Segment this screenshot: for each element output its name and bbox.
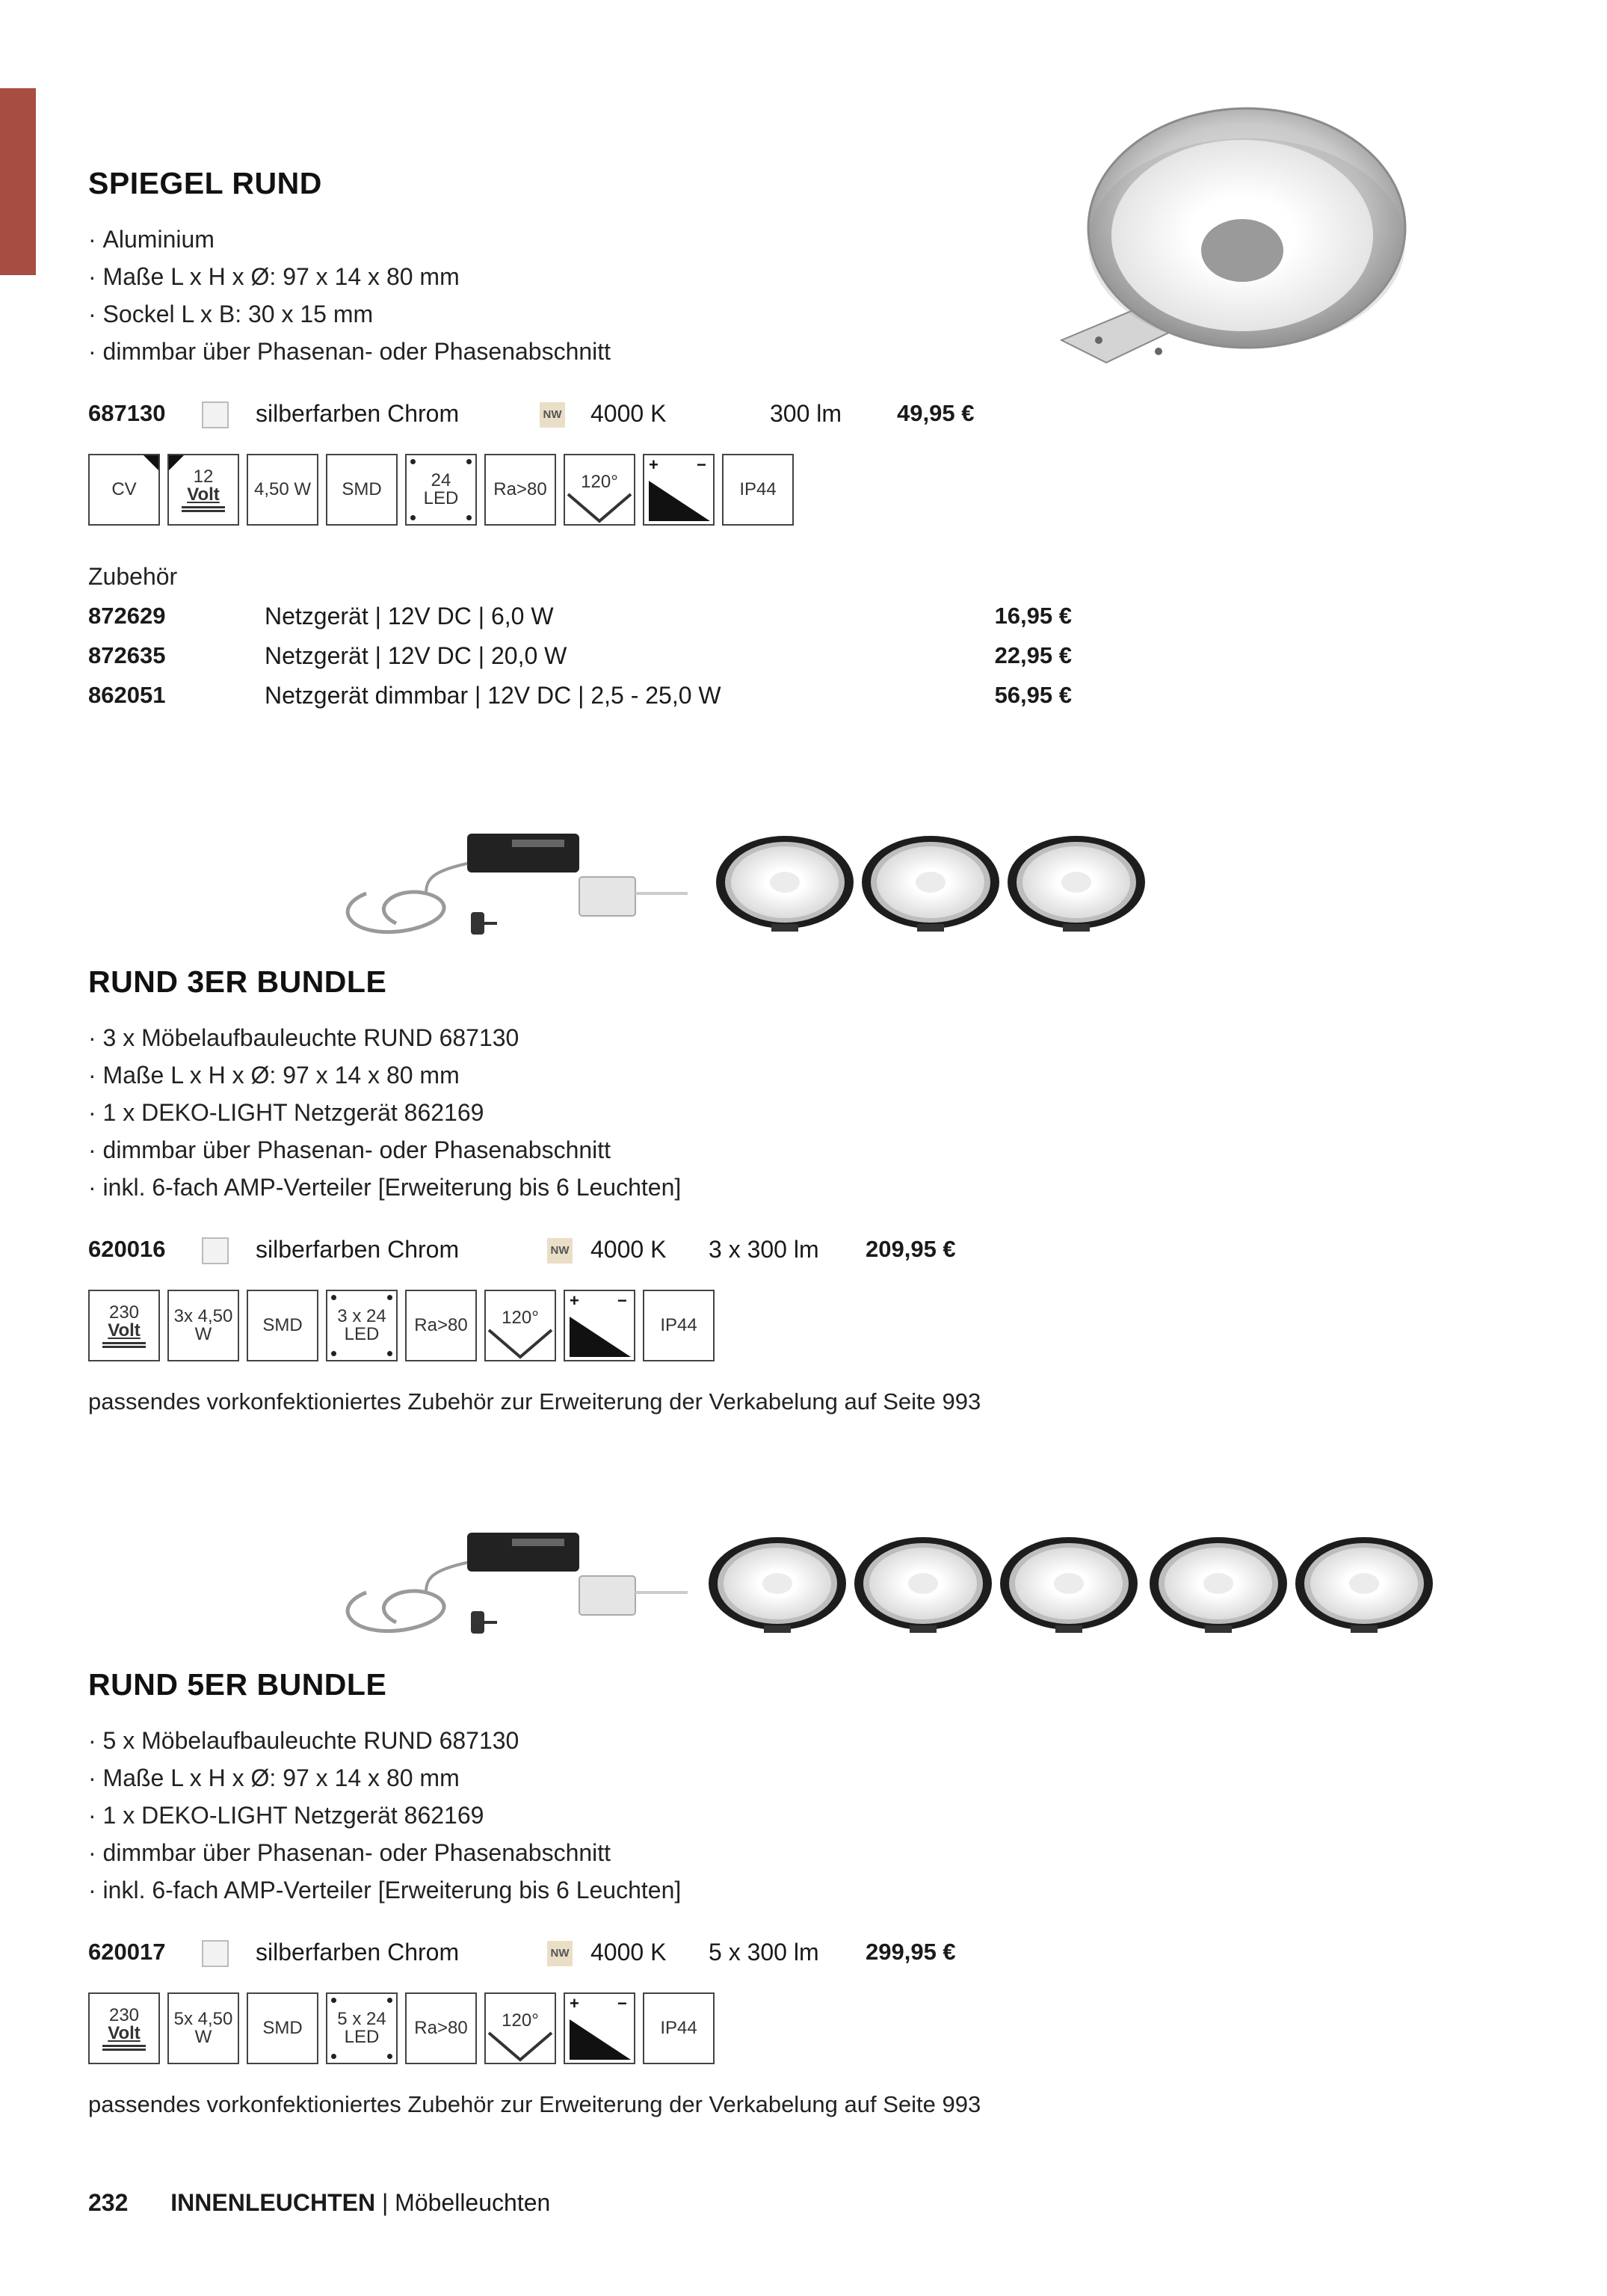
dimmable-icon [643,454,715,526]
product-photo-5er-bundle [336,1518,1458,1645]
driver-with-cable-icon [348,1533,688,1634]
smd-label: SMD [342,479,382,499]
feature-item: · 3 x Möbelaufbauleuchte RUND 687130 [88,1019,1508,1056]
led-label: LED [344,1324,380,1344]
nw-badge: NW [540,402,565,428]
cri-icon [405,1290,477,1361]
accessory-desc: Netzgerät | 12V DC | 6,0 W [265,603,554,630]
product-title: RUND 5ER BUNDLE [88,1667,387,1702]
accessory-sku: 862051 [88,682,166,708]
accessories [88,563,1508,718]
feature-item: · 5 x Möbelaufbauleuchte RUND 687130 [88,1722,1508,1759]
color-name: silberfarben Chrom [256,1939,460,1966]
feature-list [88,221,1508,370]
led-dots-icon [331,1998,392,2059]
cri-label: Ra>80 [493,479,547,499]
volt-value: 230 [108,1302,140,1323]
feature-item: · Maße L x H x Ø: 97 x 14 x 80 mm [88,258,1508,295]
footer-separator: | [381,2189,389,2216]
feature-item: · inkl. 6-fach AMP-Verteiler [Erweiterung bis 6 Leuchten] [88,1871,1508,1909]
led-count: 24 [431,470,451,490]
page-footer [88,2189,550,2217]
volt-value: 230 [108,2004,140,2025]
ip-rating-icon [643,1290,715,1361]
product-title: SPIEGEL RUND [88,166,322,200]
ip-rating-label: IP44 [660,1315,697,1335]
smd-icon [247,1290,318,1361]
cri-icon [484,454,556,526]
smd-label: SMD [262,1315,303,1335]
volt-icon [167,454,239,526]
color-name: silberfarben Chrom [256,1236,460,1263]
led-count-icon [405,454,477,526]
svg-text:+: + [570,1291,579,1310]
accessory-row [88,639,1508,679]
feature-item: · Maße L x H x Ø: 97 x 14 x 80 mm [88,1056,1508,1094]
nw-badge: NW [547,1941,573,1966]
dimmer-ramp-icon [644,455,713,524]
round-light-5 [1295,1537,1433,1633]
footer-subcategory: Möbelleuchten [395,2189,551,2216]
spec-icons [88,1290,1508,1361]
spec-row [88,1931,1508,1976]
led-count-icon [326,1290,398,1361]
svg-text:+: + [570,1994,579,2013]
color-swatch [202,401,229,428]
beam-angle-icon [564,454,635,526]
volt-value: 12 [193,466,214,487]
luminous-flux: 3 x 300 lm [709,1236,819,1263]
luminous-flux: 5 x 300 lm [709,1939,819,1966]
watt-icon [247,454,318,526]
beam-angle-lines-icon [565,455,634,524]
ip-rating-label: IP44 [739,479,777,499]
watt-icon [167,1992,239,2064]
sku: 687130 [88,400,166,426]
accessory-price: 16,95 € [994,603,1072,629]
accessory-note: passendes vorkonfektioniertes Zubehör zur Erweiterung der Verkabelung auf Seite 993 [88,2091,981,2117]
corner-marker-icon [144,455,158,470]
accessory-price: 22,95 € [994,642,1072,668]
feature-item: · dimmbar über Phasenan- oder Phasenabschnitt [88,333,1508,370]
product-rund-3er-bundle [88,964,1508,1415]
dimmable-icon [564,1290,635,1361]
feature-list [88,1019,1508,1206]
dimmer-ramp-icon [565,1994,634,2063]
ip-rating-icon [722,454,794,526]
watt-label: W [194,1324,212,1344]
watt-label: 4,50 W [253,479,312,499]
volt-label: Volt [108,2022,141,2043]
round-light-1 [716,836,854,932]
feature-list [88,1722,1508,1909]
led-label: LED [423,488,459,508]
beam-angle-label: 120° [502,1308,539,1328]
smd-icon [247,1992,318,2064]
accessory-price: 56,95 € [994,682,1072,708]
sku: 620017 [88,1939,166,1965]
feature-item: · Maße L x H x Ø: 97 x 14 x 80 mm [88,1759,1508,1797]
section-accent-bar [0,88,36,275]
spec-icons [88,454,1508,526]
luminous-flux: 300 lm [770,400,842,427]
spec-row [88,393,1508,437]
price: 209,95 € [866,1236,956,1262]
volt-icon [88,1290,160,1361]
led-dots-icon [410,459,472,520]
round-light-3 [1008,836,1145,932]
footer-category: INNENLEUCHTEN [170,2189,376,2216]
dc-symbol-icon [182,506,225,512]
feature-item: · dimmbar über Phasenan- oder Phasenabschnitt [88,1834,1508,1871]
svg-text:−: − [697,455,706,474]
feature-item: · 1 x DEKO-LIGHT Netzgerät 862169 [88,1797,1508,1834]
smd-icon [326,454,398,526]
page-number: 232 [88,2189,129,2216]
cv-label: CV [111,479,137,499]
smd-label: SMD [262,2018,303,2038]
feature-item: · dimmbar über Phasenan- oder Phasenabschnitt [88,1131,1508,1169]
accessory-desc: Netzgerät | 12V DC | 20,0 W [265,642,567,669]
feature-item: · 1 x DEKO-LIGHT Netzgerät 862169 [88,1094,1508,1131]
watt-label: W [194,2027,212,2047]
volt-label: Volt [187,484,220,505]
watt-value: 5x 4,50 [173,2009,233,2029]
spec-row [88,1228,1508,1273]
watt-value: 3x 4,50 [173,1306,233,1326]
price: 49,95 € [897,400,975,426]
driver-with-cable-icon [348,834,688,935]
spec-icons [88,1992,1508,2064]
color-temperature: 4000 K [590,1236,667,1263]
volt-label: Volt [108,1320,141,1341]
svg-text:+: + [649,455,658,474]
cv-icon [88,454,160,526]
cri-label: Ra>80 [414,2018,468,2038]
led-count-icon [326,1992,398,2064]
round-light-4 [1150,1537,1287,1633]
led-count: 3 x 24 [337,1306,386,1326]
beam-angle-lines-icon [486,1994,555,2063]
color-name: silberfarben Chrom [256,400,460,427]
feature-item: · Sockel L x B: 30 x 15 mm [88,295,1508,333]
svg-text:−: − [617,1994,627,2013]
watt-icon [167,1290,239,1361]
beam-angle-icon [484,1992,556,2064]
led-dots-icon [331,1295,392,1356]
color-swatch [202,1237,229,1264]
feature-item: · Aluminium [88,221,1508,258]
beam-angle-lines-icon [486,1291,555,1360]
color-temperature: 4000 K [590,1939,667,1966]
product-spiegel-rund [88,166,1508,718]
round-light-2 [854,1537,992,1633]
product-title: RUND 3ER BUNDLE [88,964,387,999]
ip-rating-label: IP44 [660,2018,697,2038]
ac-symbol-icon [102,2045,146,2051]
round-light-3 [1000,1537,1138,1633]
product-rund-5er-bundle [88,1667,1508,2118]
accessory-desc: Netzgerät dimmbar | 12V DC | 2,5 - 25,0 W [265,682,721,709]
cri-label: Ra>80 [414,1315,468,1335]
nw-badge: NW [547,1238,573,1264]
corner-marker-icon [169,455,184,470]
color-swatch [202,1940,229,1967]
accessory-sku: 872635 [88,642,166,668]
svg-text:−: − [617,1291,627,1310]
accessory-row [88,679,1508,718]
round-light-2 [862,836,999,932]
ac-symbol-icon [102,1342,146,1348]
accessory-note: passendes vorkonfektioniertes Zubehör zur Erweiterung der Verkabelung auf Seite 993 [88,1388,981,1415]
feature-item: · inkl. 6-fach AMP-Verteiler [Erweiterung bis 6 Leuchten] [88,1169,1508,1206]
product-photo-3er-bundle [336,819,1181,946]
accessory-row [88,600,1508,639]
round-light-1 [709,1537,846,1633]
color-temperature: 4000 K [590,400,667,427]
price: 299,95 € [866,1939,956,1965]
beam-angle-label: 120° [502,2010,539,2031]
dimmable-icon [564,1992,635,2064]
sku: 620016 [88,1236,166,1262]
ip-rating-icon [643,1992,715,2064]
dimmer-ramp-icon [565,1291,634,1360]
accessory-sku: 872629 [88,603,166,629]
beam-angle-icon [484,1290,556,1361]
accessories-heading: Zubehör [88,563,178,590]
led-count: 5 x 24 [337,2009,386,2029]
led-label: LED [344,2027,380,2047]
volt-icon [88,1992,160,2064]
beam-angle-label: 120° [581,472,618,492]
cri-icon [405,1992,477,2064]
